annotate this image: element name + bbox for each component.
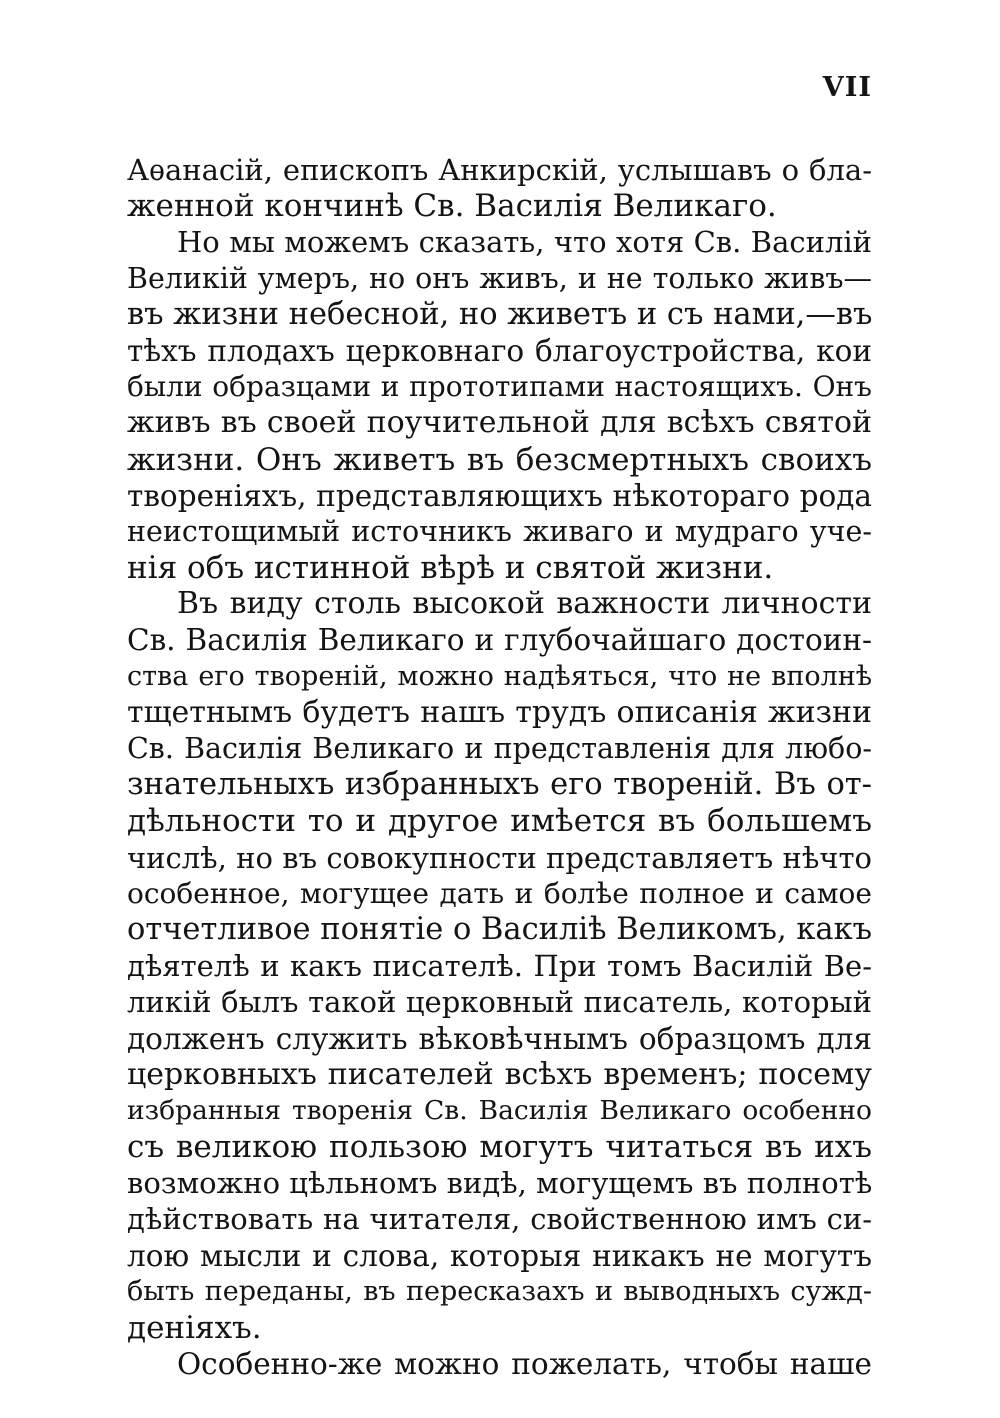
paragraph	[127, 586, 872, 1346]
paragraph	[127, 152, 872, 224]
text-line: Аѳанасій, епископъ Анкирскій, услышавъ о бла-	[127, 153, 872, 187]
body-text	[127, 152, 872, 1382]
text-line: числѣ, но въ совокупности представляетъ нѣчто	[127, 840, 872, 875]
text-line: Св. Василія Великаго и глубочайшаго достоин-	[127, 623, 872, 658]
text-line: особенное, могущее дать и болѣе полное и самое	[127, 876, 872, 910]
text-line: быть переданы, въ пересказахъ и выводныхъ сужд-	[127, 1275, 872, 1307]
text-line: дѣльности то и другое имѣется въ большемъ	[127, 803, 872, 840]
text-line: лою мысли и слова, которыя никакъ не могутъ	[127, 1238, 872, 1273]
text-line: живъ въ своей поучительной для всѣхъ святой	[127, 405, 872, 441]
text-line: женной кончинѣ Св. Василія Великаго.	[127, 188, 777, 225]
text-line: жизни. Онъ живетъ въ безсмертныхъ своихъ	[127, 441, 872, 478]
text-line: были образцами и прототипами настоящихъ. Онъ	[127, 370, 872, 404]
text-line: неистощимый источникъ живаго и мудраго уче-	[127, 514, 872, 548]
text-line: съ великою пользою могутъ читаться въ ихъ	[127, 1129, 872, 1166]
page-number: VII	[822, 72, 872, 103]
text-line: Но мы можемъ сказать, что хотя Св. Василій	[177, 225, 872, 260]
paragraph	[127, 1346, 872, 1382]
paragraph	[127, 224, 872, 586]
text-line: знательныхъ избранныхъ его твореній. Въ от-	[127, 767, 872, 803]
text-line: Св. Василія Великаго и представленія для любо-	[127, 732, 872, 765]
text-line: въ жизни небесной, но живетъ и съ нами,—въ	[127, 296, 872, 332]
text-line: отчетливое понятіе о Василіѣ Великомъ, какъ	[127, 911, 872, 947]
text-line: долженъ служить вѣковѣчнымъ образцомъ для	[127, 1021, 872, 1056]
text-line: нія объ истинной вѣрѣ и святой жизни.	[127, 550, 774, 587]
text-line: избранныя творенія Св. Василія Великаго особенно	[127, 1094, 872, 1126]
text-line: Въ виду столь высокой важности личности	[177, 586, 872, 622]
text-line: тѣхъ плодахъ церковнаго благоустройства, кои	[127, 333, 872, 368]
text-line: церковныхъ писателей всѣхъ временъ; посему	[127, 1056, 872, 1092]
text-line: ликій былъ такой церковный писатель, который	[127, 985, 872, 1020]
text-line: Особенно-же можно пожелать, чтобы наше	[177, 1347, 872, 1382]
text-line: дѣйствовать на читателя, свойственною имъ си-	[127, 1202, 872, 1237]
text-line: дѣятелѣ и какъ писателѣ. При томъ Василій Ве-	[127, 949, 872, 984]
text-line: возможно цѣльномъ видѣ, могущемъ въ полнотѣ	[127, 1166, 872, 1201]
text-line: Великій умеръ, но онъ живъ, и не только живъ—	[127, 261, 872, 295]
text-line: твореніяхъ, представляющихъ нѣкотораго рода	[127, 478, 872, 513]
text-line: тщетнымъ будетъ нашъ трудъ описанія жизни	[127, 694, 872, 730]
text-line: деніяхъ.	[127, 1310, 262, 1346]
text-line: ства его твореній, можно надѣяться, что не вполнѣ	[127, 660, 872, 692]
